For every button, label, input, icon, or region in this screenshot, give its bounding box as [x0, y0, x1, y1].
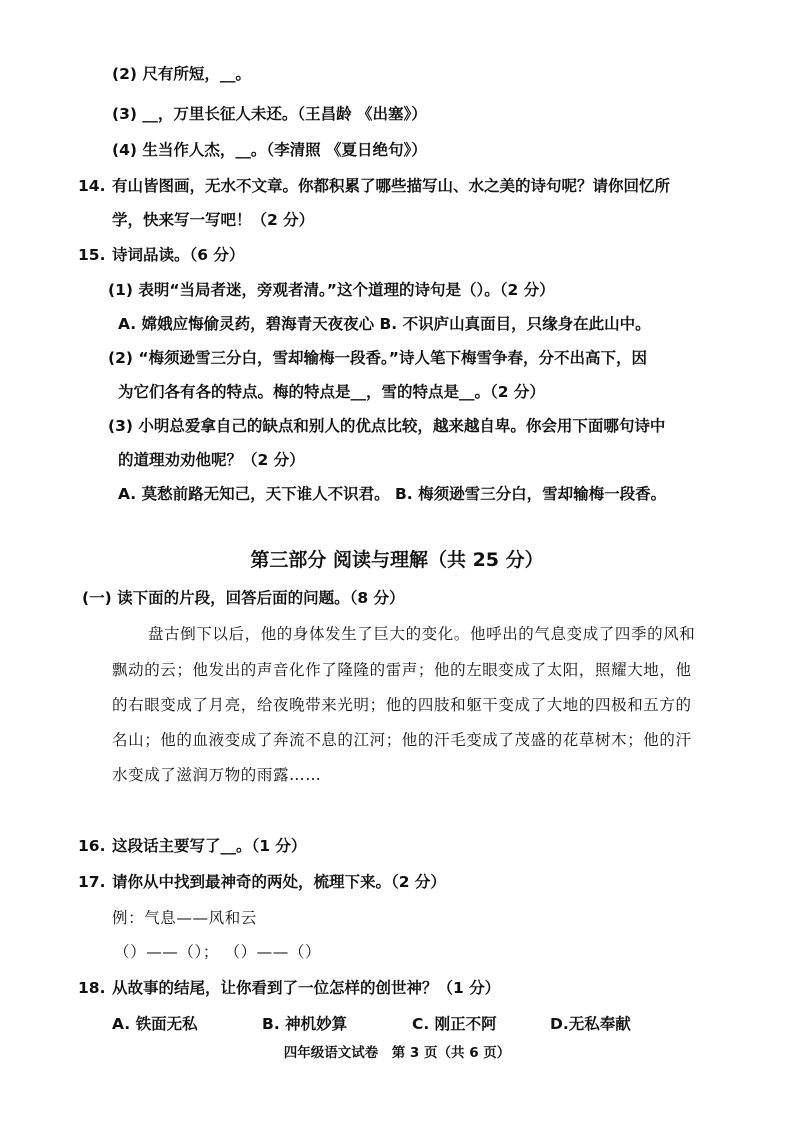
- q17-text: 请你从中找到最神奇的两处，梳理下来。（2 分）: [112, 873, 446, 891]
- q16-number: 16.: [78, 837, 106, 855]
- q15-number: 15.: [78, 246, 106, 264]
- q15-sub3-line2: 的道理劝劝他呢？（2 分）: [118, 451, 305, 469]
- q15-sub2-line2: 为它们各有各的特点。梅的特点是__，雪的特点是__。（2 分）: [118, 383, 545, 401]
- q14-text-line2: 学，快来写一写吧！（2 分）: [112, 211, 315, 229]
- q16-text: 这段话主要写了__。（1 分）: [112, 837, 307, 855]
- passage-line-2: 飘动的云；他发出的声音化作了隆隆的雷声；他的左眼变成了太阳，照耀大地，他: [112, 661, 692, 679]
- q13-item-4: (4) 生当作人杰，__。（李清照 《夏日绝句》）: [112, 141, 427, 159]
- passage-line-1: 盘古倒下以后，他的身体发生了巨大的变化。他呼出的气息变成了四季的风和: [148, 625, 696, 643]
- passage-line-5: 水变成了滋润万物的雨露……: [112, 766, 322, 784]
- q15-sub3-line1: (3) 小明总爱拿自己的缺点和别人的优点比较，越来越自卑。你会用下面哪句诗中: [108, 417, 666, 435]
- section3-part1-instruction: (一) 读下面的片段，回答后面的问题。（8 分）: [82, 589, 405, 607]
- q15-sub3-options: A. 莫愁前路无知己，天下谁人不识君。 B. 梅须逊雪三分白，雪却输梅一段香。: [118, 485, 667, 503]
- passage-line-4: 名山；他的血液变成了奔流不息的江河；他的汗毛变成了茂盛的花草树木；他的汗: [112, 731, 692, 749]
- q17-answer-blanks: （）——（）； （）——（）: [114, 943, 322, 961]
- q17-example: 例：气息——风和云: [112, 909, 257, 927]
- q15-title: 诗词品读。（6 分）: [112, 246, 245, 264]
- page-footer: 四年级语文试卷 第 3 页（共 6 页）: [283, 1045, 511, 1061]
- q18-option-b: B. 神机妙算: [262, 1015, 348, 1033]
- q18-text: 从故事的结尾，让你看到了一位怎样的创世神？（1 分）: [112, 979, 501, 997]
- q14-text-line1: 有山皆图画，无水不文章。你都积累了哪些描写山、水之美的诗句呢？请你回忆所: [112, 177, 671, 195]
- q18-option-d: D.无私奉献: [550, 1015, 631, 1033]
- q14-number: 14.: [78, 177, 106, 195]
- q15-sub1-options: A. 嫦娥应悔偷灵药，碧海青天夜夜心 B. 不识庐山真面目，只缘身在此山中。: [118, 315, 651, 333]
- q17-number: 17.: [78, 873, 106, 891]
- q18-number: 18.: [78, 979, 106, 997]
- q15-sub1: (1) 表明“当局者迷，旁观者清。”这个道理的诗句是（）。（2 分）: [108, 281, 555, 299]
- q13-item-3: (3) __，万里长征人未还。（王昌龄 《出塞》）: [112, 105, 427, 123]
- q18-option-c: C. 刚正不阿: [412, 1015, 497, 1033]
- q13-item-2: (2) 尺有所短，__。: [112, 65, 251, 83]
- passage-line-3: 的右眼变成了月亮，给夜晚带来光明；他的四肢和躯干变成了大地的四极和五方的: [112, 696, 692, 714]
- section3-title: 第三部分 阅读与理解（共 25 分）: [250, 549, 544, 571]
- q15-sub2-line1: (2) “梅须逊雪三分白，雪却输梅一段香。”诗人笔下梅雪争春，分不出高下，因: [108, 349, 647, 367]
- q18-option-a: A. 铁面无私: [112, 1015, 198, 1033]
